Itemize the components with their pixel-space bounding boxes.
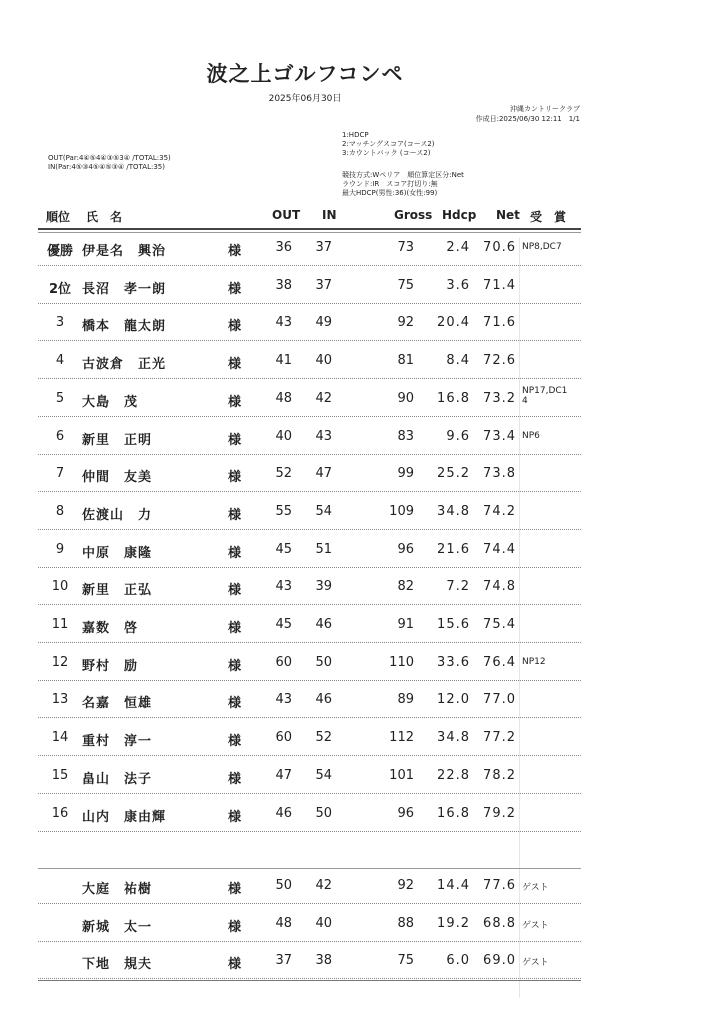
honorific: 様 [228,583,242,599]
honorific: 様 [228,244,242,259]
net-score: 77.0 [483,692,516,708]
in-score: 52 [315,730,332,746]
out-score: 48 [275,390,292,406]
table-row [0,379,701,416]
in-score: 37 [315,277,332,293]
event-date: 2025年06月30日 [268,94,342,104]
rank-cell: 16 [51,805,69,821]
honorific: 様 [228,507,242,523]
award-cell: ゲスト [522,883,549,893]
gross-score: 109 [389,503,414,519]
note-line: 2:マッチングスコア(コース2) [342,140,435,148]
honorific: 様 [228,470,242,486]
gross-score: 82 [397,579,414,595]
handicap: 19.2 [437,915,470,931]
col-net: Net [496,208,520,222]
gross-score: 81 [397,353,414,369]
net-score: 73.2 [483,390,516,406]
gross-score: 91 [397,617,414,632]
player-name: 伊是名 興治 [82,244,167,259]
out-score: 55 [275,503,292,519]
gross-score: 90 [397,390,414,406]
gross-score: 92 [397,878,414,893]
in-score: 47 [315,466,332,482]
net-score: 74.4 [483,541,516,557]
in-score: 50 [315,805,332,821]
handicap: 34.8 [437,503,470,519]
honorific: 様 [228,919,242,935]
out-score: 43 [275,692,292,708]
out-score: 45 [275,541,292,557]
honorific: 様 [228,734,242,750]
in-score: 40 [315,353,332,369]
award-cell: ゲスト [522,958,549,968]
in-score: 49 [315,315,332,331]
player-name: 長沼 孝一朗 [82,281,167,297]
handicap: 7.2 [446,579,470,595]
table-row [0,417,701,454]
note-line: 1:HDCP [342,131,369,139]
net-score: 77.6 [483,878,516,893]
note-line: 3:カウントバック (コース2) [342,149,431,157]
par-out: OUT(Par:4④⑤4④③⑤3④ /TOTAL:35) [48,154,171,162]
rank-cell: 9 [55,541,65,557]
in-score: 51 [315,541,332,557]
handicap: 8.4 [446,353,470,369]
gross-score: 101 [389,767,414,783]
gross-score: 96 [397,805,414,821]
net-score: 75.4 [483,617,516,632]
net-score: 74.2 [483,503,516,519]
table-row [0,454,701,491]
honorific: 様 [228,319,242,335]
net-score: 73.4 [483,428,516,444]
out-score: 60 [275,730,292,746]
table-row [0,718,701,755]
honorific: 様 [228,882,242,897]
handicap: 20.4 [437,315,470,331]
rank-cell: 13 [51,692,69,708]
player-name: 畠山 法子 [82,771,153,787]
handicap: 15.6 [437,617,470,632]
gross-score: 112 [389,730,414,746]
handicap: 9.6 [446,428,470,444]
handicap: 25.2 [437,466,470,482]
player-name: 古波倉 正光 [82,357,167,373]
gross-score: 92 [397,315,414,331]
player-name: 中原 康隆 [82,545,153,561]
handicap: 22.8 [437,767,470,783]
handicap: 21.6 [437,541,470,557]
net-score: 69.0 [483,953,516,968]
par-in: IN(Par:4⑤③4⑤④⑤③④ /TOTAL:35) [48,163,165,171]
table-row [0,605,701,642]
col-award: 受 賞 [530,210,567,224]
rank-cell: 2位 [48,281,72,297]
rule-line: 最大HDCP(男性:36)(女性:99) [342,189,438,197]
player-name: 名嘉 恒雄 [82,696,153,712]
col-name: 氏 名 [86,210,123,224]
table-row [0,794,701,831]
honorific: 様 [228,957,242,972]
net-score: 71.4 [483,277,516,293]
net-score: 73.8 [483,466,516,482]
in-score: 40 [315,915,332,931]
award-cell: NP8,DC7 [522,242,562,252]
gross-score: 89 [397,692,414,708]
net-score: 78.2 [483,767,516,783]
handicap: 14.4 [437,878,470,893]
net-score: 74.8 [483,579,516,595]
rule-line: 競技方式:Wペリア 順位算定区分:Net [342,171,464,179]
honorific: 様 [228,281,242,297]
in-score: 46 [315,617,332,632]
out-score: 41 [275,353,292,369]
award-cell: NP17,DC14 [522,385,568,406]
out-score: 40 [275,428,292,444]
player-name: 大島 茂 [82,394,139,410]
guest-row [0,904,701,941]
honorific: 様 [228,696,242,712]
player-name: 新里 正弘 [82,583,153,599]
created-timestamp: 作成日:2025/06/30 12:11 1/1 [475,115,580,123]
in-score: 46 [315,692,332,708]
player-name: 下地 規夫 [82,957,153,972]
handicap: 3.6 [446,277,470,293]
player-name: 新城 太一 [82,919,153,935]
out-score: 45 [275,617,292,632]
club-name: 沖縄カントリークラブ [510,105,580,113]
table-row [0,303,701,340]
row-separator [38,831,581,832]
net-score: 72.6 [483,353,516,369]
gross-score: 110 [389,654,414,670]
table-row [0,266,701,303]
honorific: 様 [228,809,242,825]
rank-cell: 5 [55,390,65,406]
table-row [0,530,701,567]
table-row [0,680,701,717]
handicap: 6.0 [446,953,470,968]
document-title: 波之上ゴルフコンペ [206,62,404,86]
player-name: 新里 正明 [82,432,153,448]
net-score: 70.6 [483,240,516,255]
net-score: 79.2 [483,805,516,821]
guest-divider [38,868,581,869]
player-name: 重村 淳一 [82,734,153,750]
honorific: 様 [228,658,242,674]
gross-score: 75 [397,277,414,293]
table-row [0,492,701,529]
out-score: 50 [275,878,292,893]
table-row [0,228,701,265]
award-cell: ゲスト [522,920,549,931]
out-score: 43 [275,579,292,595]
out-score: 43 [275,315,292,331]
rank-cell: 優勝 [46,244,73,259]
gross-score: 83 [397,428,414,444]
in-score: 43 [315,428,332,444]
guest-row [0,941,701,978]
gross-score: 99 [397,466,414,482]
row-separator [38,978,581,979]
player-name: 山内 康由輝 [82,809,167,825]
rule-line: ラウンド:IR スコア打切り:無 [342,180,438,188]
gross-score: 96 [397,541,414,557]
net-score: 77.2 [483,730,516,746]
net-score: 76.4 [483,654,516,670]
table-row [0,567,701,604]
in-score: 42 [315,878,332,893]
player-name: 野村 励 [82,658,139,674]
handicap: 12.0 [437,692,470,708]
player-name: 橋本 龍太朗 [82,319,167,335]
player-name: 佐渡山 力 [82,507,153,523]
rank-cell: 3 [55,315,65,331]
honorific: 様 [228,621,242,636]
honorific: 様 [228,432,242,448]
gross-score: 73 [397,240,414,255]
rank-cell: 4 [55,353,65,369]
honorific: 様 [228,771,242,787]
honorific: 様 [228,357,242,373]
gross-score: 88 [397,915,414,931]
out-score: 47 [275,767,292,783]
out-score: 48 [275,915,292,931]
col-out: OUT [272,208,301,222]
handicap: 34.8 [437,730,470,746]
net-score: 68.8 [483,915,516,931]
in-score: 54 [315,503,332,519]
award-cell: NP12 [522,656,546,667]
out-score: 46 [275,805,292,821]
in-score: 42 [315,390,332,406]
handicap: 16.8 [437,805,470,821]
rank-cell: 11 [51,617,69,632]
rank-cell: 15 [51,767,69,783]
honorific: 様 [228,394,242,410]
guest-row [0,866,701,903]
footer-rule [38,980,581,981]
out-score: 36 [275,240,292,255]
out-score: 38 [275,277,292,293]
in-score: 39 [315,579,332,595]
col-rank: 順位 [46,210,71,224]
handicap: 2.4 [446,240,470,255]
out-score: 37 [275,953,292,968]
out-score: 52 [275,466,292,482]
table-row [0,643,701,680]
player-name: 仲間 友美 [82,470,153,486]
rank-cell: 10 [51,579,69,595]
in-score: 37 [315,240,332,255]
in-score: 50 [315,654,332,670]
award-cell: NP6 [522,430,540,441]
rank-cell: 6 [55,428,65,444]
handicap: 16.8 [437,390,470,406]
player-name: 大庭 祐樹 [82,882,153,897]
net-score: 71.6 [483,315,516,331]
table-row [0,341,701,378]
col-in: IN [322,208,337,222]
in-score: 54 [315,767,332,783]
col-hdcp: Hdcp [442,208,477,222]
honorific: 様 [228,545,242,561]
rank-cell: 8 [55,503,65,519]
out-score: 60 [275,654,292,670]
gross-score: 75 [397,953,414,968]
rank-cell: 12 [51,654,69,670]
table-row [0,756,701,793]
handicap: 33.6 [437,654,470,670]
col-gross: Gross [394,208,433,222]
rank-cell: 7 [55,466,65,482]
in-score: 38 [315,953,332,968]
player-name: 嘉数 啓 [82,621,139,636]
rank-cell: 14 [51,730,69,746]
